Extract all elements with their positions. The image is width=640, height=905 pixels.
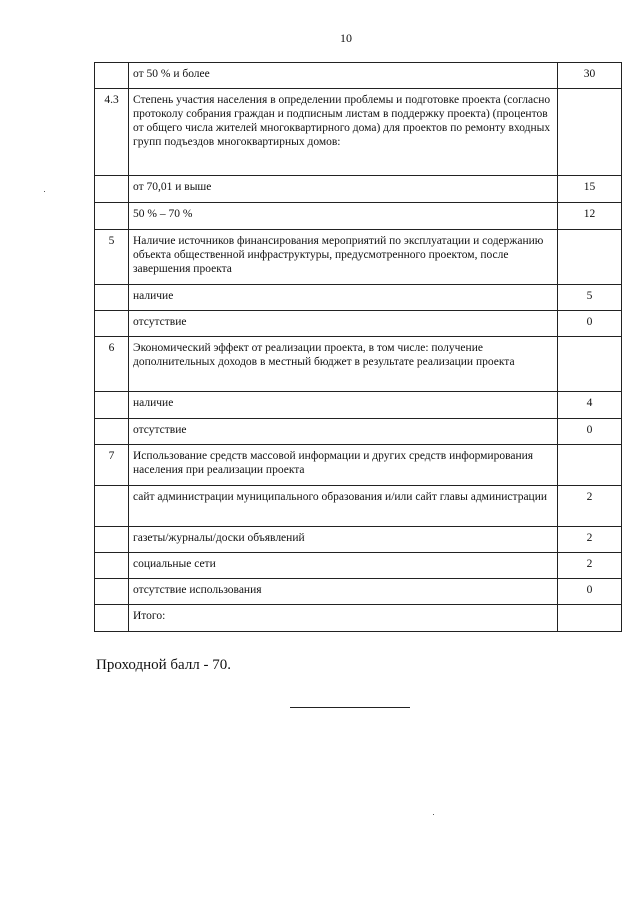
criterion-number — [95, 311, 129, 337]
criterion-number: 5 — [95, 230, 129, 285]
criterion-score: 12 — [558, 203, 622, 230]
criterion-score: 15 — [558, 176, 622, 203]
total-score — [558, 605, 622, 632]
criterion-number — [95, 176, 129, 203]
criterion-description: Экономический эффект от реализации проекта, в том числе: получение дополнительных доходов в местный бюджет в результате реализации проекта — [129, 337, 558, 392]
criterion-number — [95, 605, 129, 632]
table-row — [95, 527, 622, 553]
criterion-number — [95, 203, 129, 230]
criterion-score: 30 — [558, 63, 622, 89]
criterion-score — [558, 89, 622, 176]
passing-score-text: Проходной балл - 70. — [96, 657, 232, 673]
criterion-number — [95, 579, 129, 605]
criterion-description: Использование средств массовой информации и других средств информирования населения при реализации проекта — [129, 445, 558, 486]
criterion-score: 0 — [558, 311, 622, 337]
criterion-score: 2 — [558, 553, 622, 579]
criterion-number — [95, 486, 129, 527]
table-row — [95, 486, 622, 527]
criterion-description: отсутствие использования — [129, 579, 558, 605]
criterion-number — [95, 285, 129, 311]
criterion-description: отсутствие — [129, 419, 558, 445]
criterion-score: 0 — [558, 579, 622, 605]
criterion-description: от 50 % и более — [129, 63, 558, 89]
criterion-number: 7 — [95, 445, 129, 486]
criterion-score — [558, 445, 622, 486]
criteria-score-table — [94, 62, 622, 632]
criterion-description: Наличие источников финансирования мероприятий по эксплуатации и содержанию объекта общественной инфраструктуры, предусмотренного проектом, после завершения проекта — [129, 230, 558, 285]
total-label: Итого: — [129, 605, 558, 632]
criterion-score — [558, 230, 622, 285]
table-row — [95, 579, 622, 605]
table-row — [95, 176, 622, 203]
scan-speck — [433, 814, 434, 815]
table-row — [95, 89, 622, 176]
table-row — [95, 230, 622, 285]
table-row — [95, 419, 622, 445]
table-row — [95, 203, 622, 230]
signature-line — [290, 707, 410, 708]
table-row — [95, 337, 622, 392]
criterion-number: 6 — [95, 337, 129, 392]
criterion-number — [95, 63, 129, 89]
criterion-score: 2 — [558, 527, 622, 553]
criterion-number — [95, 419, 129, 445]
table-row-total — [95, 605, 622, 632]
criterion-description: наличие — [129, 392, 558, 419]
criterion-description: сайт администрации муниципального образования и/или сайт главы администрации — [129, 486, 558, 527]
table-row — [95, 445, 622, 486]
criterion-description: 50 % – 70 % — [129, 203, 558, 230]
page-number: 10 — [340, 31, 352, 45]
criterion-description: Степень участия населения в определении проблемы и подготовке проекта (согласно протоколу собрания граждан и подписным листам в поддержку проекта) (процентов от общего числа жителей многоквартирного дома) для проектов по ремонту входных групп подъездов многоквартирных домов: — [129, 89, 558, 176]
criterion-score: 5 — [558, 285, 622, 311]
criterion-score: 4 — [558, 392, 622, 419]
criterion-description: от 70,01 и выше — [129, 176, 558, 203]
criterion-description: газеты/журналы/доски объявлений — [129, 527, 558, 553]
table-row — [95, 311, 622, 337]
criterion-number — [95, 392, 129, 419]
criterion-description: наличие — [129, 285, 558, 311]
criterion-description: отсутствие — [129, 311, 558, 337]
criterion-score: 2 — [558, 486, 622, 527]
criterion-number — [95, 553, 129, 579]
criterion-number — [95, 527, 129, 553]
criterion-description: социальные сети — [129, 553, 558, 579]
criterion-score — [558, 337, 622, 392]
table-row — [95, 392, 622, 419]
criterion-score: 0 — [558, 419, 622, 445]
table-row — [95, 553, 622, 579]
table-row — [95, 63, 622, 89]
criterion-number: 4.3 — [95, 89, 129, 176]
scan-speck — [44, 191, 45, 192]
table-row — [95, 285, 622, 311]
